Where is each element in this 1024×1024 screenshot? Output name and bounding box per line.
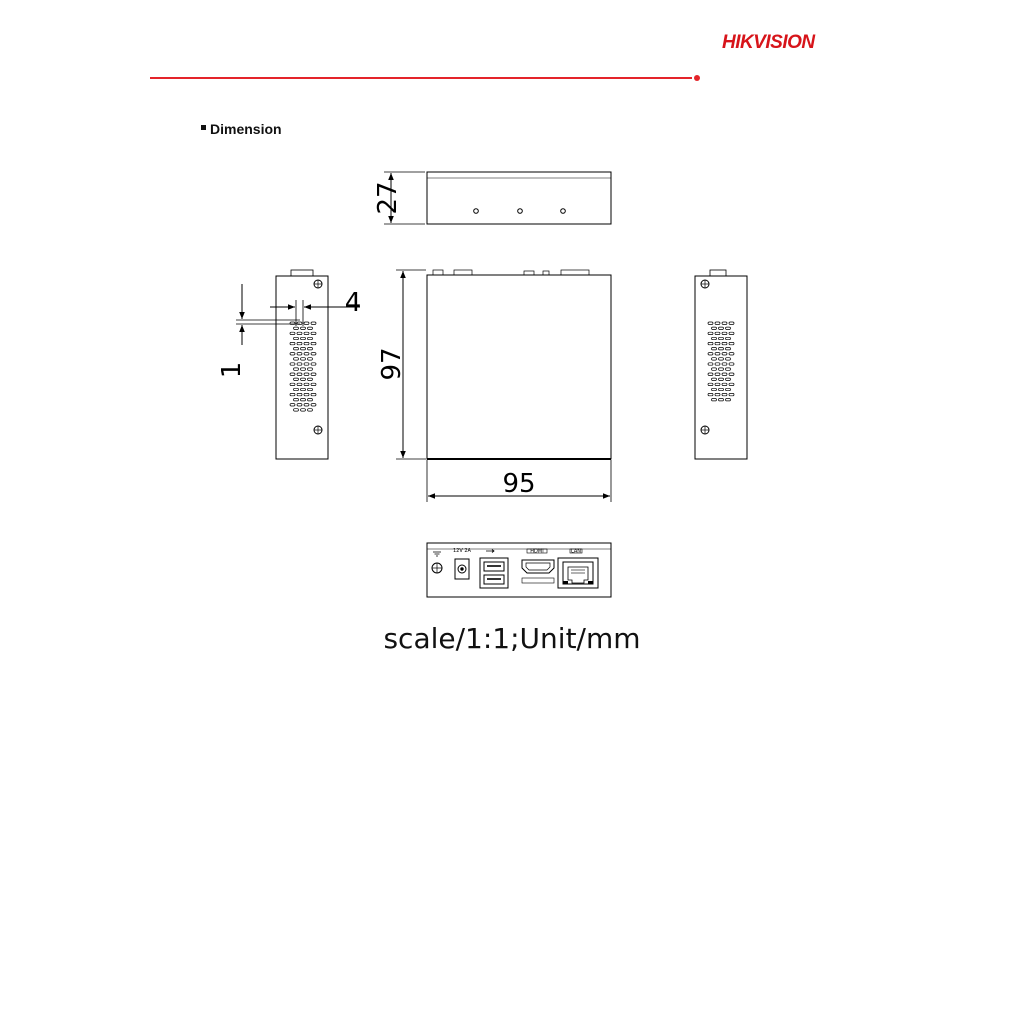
vent-slot xyxy=(719,327,724,329)
vent-slot xyxy=(719,348,724,350)
vent-slot xyxy=(715,383,720,385)
vent-slot xyxy=(308,358,313,360)
vent-slot xyxy=(308,368,313,370)
vent-slot xyxy=(722,322,727,324)
vent-slot xyxy=(719,358,724,360)
top-view xyxy=(384,172,611,224)
section-title-text: Dimension xyxy=(210,121,282,137)
vent-slot xyxy=(290,342,295,344)
vent-slot xyxy=(290,353,295,355)
vent-slot xyxy=(726,399,731,401)
vent-slot xyxy=(308,388,313,390)
power-jack-icon xyxy=(455,559,469,579)
vent-slot xyxy=(708,393,713,395)
vent-slot xyxy=(304,353,309,355)
vent-slot xyxy=(304,322,309,324)
vent-slot xyxy=(722,353,727,355)
logo-text: HIKVISION xyxy=(722,32,815,53)
vent-slot xyxy=(301,348,306,350)
vent-slot xyxy=(729,383,734,385)
vent-slot xyxy=(301,358,306,360)
vent-slot xyxy=(708,363,713,365)
vent-slot xyxy=(311,342,316,344)
vent-slot-width-dimension: 4 xyxy=(344,288,362,318)
vent-slot xyxy=(294,327,299,329)
vent-slot xyxy=(708,332,713,334)
vent-slot xyxy=(294,399,299,401)
vent-slot xyxy=(301,399,306,401)
vent-slot xyxy=(726,337,731,339)
vent-slot xyxy=(708,383,713,385)
vent-slot xyxy=(715,332,720,334)
led-indicator xyxy=(518,209,523,214)
vent-slot xyxy=(294,409,299,411)
vent-slot xyxy=(722,363,727,365)
vent-slot xyxy=(726,388,731,390)
vent-slot xyxy=(726,368,731,370)
vent-slot xyxy=(290,373,295,375)
vent-slot xyxy=(729,353,734,355)
vent-slot xyxy=(294,378,299,380)
lan-port-label: LAN xyxy=(570,548,582,555)
vent-slot xyxy=(290,404,295,406)
usb-port-icon xyxy=(480,550,508,589)
vent-slot xyxy=(729,393,734,395)
vent-slot xyxy=(729,373,734,375)
screw-icon xyxy=(701,280,709,288)
vent-slot xyxy=(715,373,720,375)
led-indicator xyxy=(474,209,479,214)
vent-slot xyxy=(726,348,731,350)
vent-slot xyxy=(301,337,306,339)
vent-slot xyxy=(311,363,316,365)
vent-slot xyxy=(719,368,724,370)
vent-slot xyxy=(719,399,724,401)
right-side-body xyxy=(695,276,747,459)
vent-slot xyxy=(729,342,734,344)
vent-slot xyxy=(301,409,306,411)
vent-slot xyxy=(301,378,306,380)
vent-slot xyxy=(722,332,727,334)
depth-dimension: 97 xyxy=(377,347,407,381)
vent-slot xyxy=(304,393,309,395)
vent-slot xyxy=(301,388,306,390)
vent-slot xyxy=(311,404,316,406)
vent-slot xyxy=(308,337,313,339)
vent-slot xyxy=(722,393,727,395)
vent-slot xyxy=(297,383,302,385)
vent-slot xyxy=(308,409,313,411)
vent-slot xyxy=(304,363,309,365)
vent-slot xyxy=(708,322,713,324)
vent-slot xyxy=(719,388,724,390)
vent-slot xyxy=(297,342,302,344)
vent-slot xyxy=(297,404,302,406)
vent-slot xyxy=(719,337,724,339)
vent-slot xyxy=(290,332,295,334)
power-port-label: 12V 2A xyxy=(453,548,471,554)
vent-slot xyxy=(719,378,724,380)
top-view-body xyxy=(427,172,611,224)
vent-slot xyxy=(297,332,302,334)
vent-slot xyxy=(712,348,717,350)
vent-slot xyxy=(308,399,313,401)
screw-icon xyxy=(314,280,322,288)
vent-slot xyxy=(726,327,731,329)
screw-icon xyxy=(701,426,709,434)
vent-slots xyxy=(708,322,734,401)
vent-slot xyxy=(712,337,717,339)
vent-slot xyxy=(311,373,316,375)
vent-slot xyxy=(301,368,306,370)
vent-slot xyxy=(294,337,299,339)
vent-slot xyxy=(708,353,713,355)
vent-slot xyxy=(715,363,720,365)
vent-slot xyxy=(311,332,316,334)
vent-slot xyxy=(708,373,713,375)
vent-slot xyxy=(297,353,302,355)
width-dimension: 95 xyxy=(502,469,536,499)
height-dimension: 27 xyxy=(373,181,403,215)
vent-slot xyxy=(290,383,295,385)
left-side-view xyxy=(236,270,360,459)
vent-slot xyxy=(304,373,309,375)
left-side-body xyxy=(276,276,328,459)
vent-slot xyxy=(294,368,299,370)
lan-port-icon xyxy=(558,549,598,588)
vent-slot xyxy=(304,404,309,406)
vent-slot xyxy=(297,363,302,365)
vent-slot xyxy=(311,322,316,324)
vent-slot xyxy=(729,332,734,334)
vent-slot xyxy=(308,348,313,350)
scale-caption: scale/1:1;Unit/mm xyxy=(383,622,641,655)
hdmi-port-label: HDMI xyxy=(530,548,544,555)
plan-view xyxy=(396,270,611,502)
vent-slot xyxy=(722,373,727,375)
vent-slot xyxy=(294,388,299,390)
vent-slot xyxy=(304,342,309,344)
vent-slot xyxy=(304,383,309,385)
vent-slot xyxy=(726,378,731,380)
led-indicator xyxy=(561,209,566,214)
vent-slot xyxy=(308,327,313,329)
vent-slot xyxy=(712,327,717,329)
vent-slot-height-dimension: 1 xyxy=(217,361,247,379)
vent-slot xyxy=(722,342,727,344)
vent-slot xyxy=(715,342,720,344)
vent-slot xyxy=(715,322,720,324)
vent-slot xyxy=(304,332,309,334)
vent-slot xyxy=(712,399,717,401)
vent-slot xyxy=(712,378,717,380)
vent-slot xyxy=(294,348,299,350)
vent-slot xyxy=(708,342,713,344)
vent-slot xyxy=(311,393,316,395)
vent-slot xyxy=(294,358,299,360)
screw-icon xyxy=(314,426,322,434)
vent-slot xyxy=(726,358,731,360)
ground-icon xyxy=(432,552,442,573)
vent-slot xyxy=(301,327,306,329)
vent-slot xyxy=(712,388,717,390)
vent-slot xyxy=(729,322,734,324)
vent-slot xyxy=(715,353,720,355)
vent-slot xyxy=(712,368,717,370)
vent-slot xyxy=(722,383,727,385)
vent-slot xyxy=(290,393,295,395)
vent-slot xyxy=(712,358,717,360)
vent-slot xyxy=(297,393,302,395)
vent-slot xyxy=(715,393,720,395)
vent-slot xyxy=(729,363,734,365)
vent-slot xyxy=(311,353,316,355)
vent-slot xyxy=(308,378,313,380)
vent-slot xyxy=(297,373,302,375)
vent-slots xyxy=(290,322,316,411)
vent-slot xyxy=(311,383,316,385)
right-side-view xyxy=(695,270,747,459)
plan-view-body xyxy=(427,275,611,459)
vent-slot xyxy=(290,363,295,365)
